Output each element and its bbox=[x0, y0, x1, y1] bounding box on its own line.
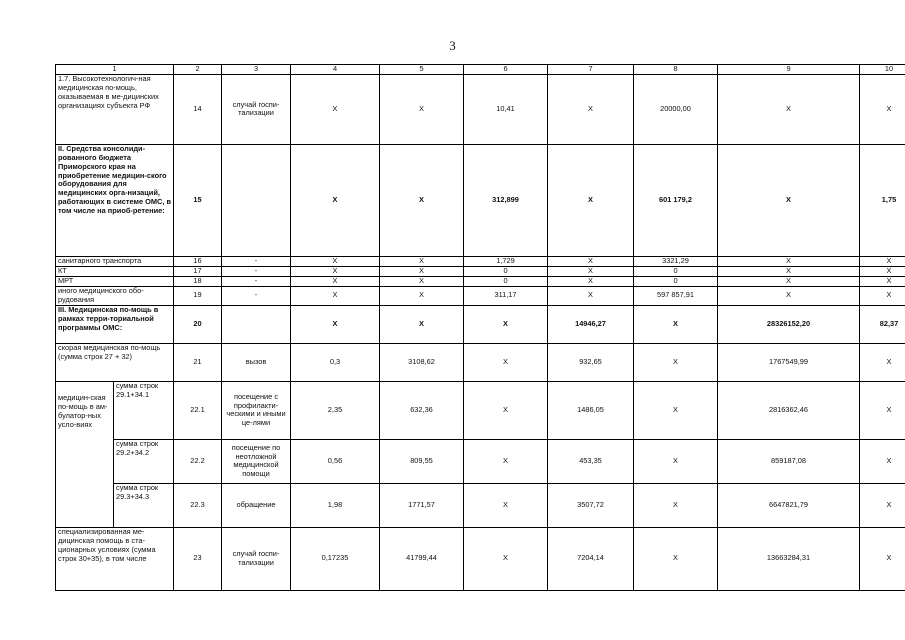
page-number: 3 bbox=[449, 38, 456, 53]
cell-col9: 28326152,20 bbox=[718, 305, 860, 343]
table-row-16 bbox=[56, 256, 905, 266]
cell-col4: 0,56 bbox=[291, 439, 380, 483]
row-sublabel: сумма строк 29.3+34.3 bbox=[114, 483, 174, 527]
cell-col6: X bbox=[464, 343, 548, 381]
cell-col9: 6647821,79 bbox=[718, 483, 860, 527]
cell-col5: 1771,57 bbox=[380, 483, 464, 527]
cell-col5: X bbox=[380, 266, 464, 276]
cell-col4: X bbox=[291, 256, 380, 266]
cell-col5: X bbox=[380, 74, 464, 144]
cell-col9: 1767549,99 bbox=[718, 343, 860, 381]
cell-col5: X bbox=[380, 144, 464, 256]
cell-col5: 41799,44 bbox=[380, 527, 464, 590]
header-cell-3: 3 bbox=[222, 65, 291, 75]
cell-col4: 0,3 bbox=[291, 343, 380, 381]
header-cell-5: 5 bbox=[380, 65, 464, 75]
cell-col8: 0 bbox=[634, 276, 718, 286]
cell-col8: 601 179,2 bbox=[634, 144, 718, 256]
cell-col5: X bbox=[380, 305, 464, 343]
row-unit bbox=[222, 144, 291, 256]
cell-col9: X bbox=[718, 256, 860, 266]
cell-col10: X bbox=[860, 439, 905, 483]
row-number: 14 bbox=[174, 74, 222, 144]
row-unit: - bbox=[222, 266, 291, 276]
cell-col5: X bbox=[380, 276, 464, 286]
header-row bbox=[56, 65, 905, 75]
row-unit: вызов bbox=[222, 343, 291, 381]
row-sublabel: сумма строк 29.2+34.2 bbox=[114, 439, 174, 483]
row-number: 16 bbox=[174, 256, 222, 266]
cell-col5: 3108,62 bbox=[380, 343, 464, 381]
cell-col6: 0 bbox=[464, 266, 548, 276]
header-cell-4: 4 bbox=[291, 65, 380, 75]
cell-col10: X bbox=[860, 483, 905, 527]
data-table bbox=[55, 64, 905, 591]
cell-col10: 1,75 bbox=[860, 144, 905, 256]
ambulatory-group-label bbox=[56, 381, 114, 527]
cell-col8: 3321,29 bbox=[634, 256, 718, 266]
row-unit bbox=[222, 305, 291, 343]
row-label: иного медицинского обо-рудования bbox=[56, 286, 174, 305]
cell-col10: X bbox=[860, 276, 905, 286]
cell-col4: X bbox=[291, 144, 380, 256]
table-row-17 bbox=[56, 266, 905, 276]
row-unit: - bbox=[222, 276, 291, 286]
table-row-21 bbox=[56, 343, 905, 381]
cell-col10: X bbox=[860, 343, 905, 381]
cell-col7: X bbox=[548, 266, 634, 276]
cell-col9: X bbox=[718, 74, 860, 144]
table-row-14 bbox=[56, 74, 905, 144]
cell-col9: X bbox=[718, 266, 860, 276]
cell-col4: X bbox=[291, 266, 380, 276]
cell-col4: X bbox=[291, 286, 380, 305]
cell-col7: 7204,14 bbox=[548, 527, 634, 590]
cell-col8: 0 bbox=[634, 266, 718, 276]
row-number: 22.3 bbox=[174, 483, 222, 527]
cell-col4: 2,35 bbox=[291, 381, 380, 439]
cell-col7: X bbox=[548, 286, 634, 305]
cell-col6: X bbox=[464, 439, 548, 483]
table-row-15 bbox=[56, 144, 905, 256]
row-unit: случай госпи-тализации bbox=[222, 527, 291, 590]
cell-col6: X bbox=[464, 483, 548, 527]
table-row-22-1 bbox=[56, 381, 905, 439]
cell-col7: 932,65 bbox=[548, 343, 634, 381]
cell-col10: X bbox=[860, 74, 905, 144]
cell-col8: X bbox=[634, 483, 718, 527]
cell-col8: X bbox=[634, 527, 718, 590]
row-unit: - bbox=[222, 286, 291, 305]
cell-col4: X bbox=[291, 276, 380, 286]
cell-col6: X bbox=[464, 305, 548, 343]
header-cell-9: 9 bbox=[718, 65, 860, 75]
cell-col4: 1,98 bbox=[291, 483, 380, 527]
cell-col4: X bbox=[291, 74, 380, 144]
cell-col9: 13663284,31 bbox=[718, 527, 860, 590]
cell-col9: X bbox=[718, 286, 860, 305]
cell-col6: 1,729 bbox=[464, 256, 548, 266]
cell-col6: 0 bbox=[464, 276, 548, 286]
cell-col6: X bbox=[464, 381, 548, 439]
cell-col9: 859187,08 bbox=[718, 439, 860, 483]
cell-col7: X bbox=[548, 144, 634, 256]
header-cell-10: 10 bbox=[860, 65, 905, 75]
row-unit: - bbox=[222, 256, 291, 266]
cell-col10: X bbox=[860, 381, 905, 439]
row-number: 19 bbox=[174, 286, 222, 305]
cell-col6: 312,899 bbox=[464, 144, 548, 256]
row-number: 15 bbox=[174, 144, 222, 256]
cell-col8: 20000,00 bbox=[634, 74, 718, 144]
row-unit: случай госпи-тализации bbox=[222, 74, 291, 144]
table-row-23 bbox=[56, 527, 905, 590]
cell-col7: X bbox=[548, 276, 634, 286]
cell-col9: 2816362,46 bbox=[718, 381, 860, 439]
cell-col4: X bbox=[291, 305, 380, 343]
cell-col6: 311,17 bbox=[464, 286, 548, 305]
row-label: санитарного транспорта bbox=[56, 256, 174, 266]
cell-col8: 597 857,91 bbox=[634, 286, 718, 305]
row-label: III. Медицинская по-мощь в рамках терри-ториальной программы ОМС: bbox=[56, 305, 174, 343]
cell-col8: X bbox=[634, 305, 718, 343]
cell-col5: 632,36 bbox=[380, 381, 464, 439]
cell-col10: 82,37 bbox=[860, 305, 905, 343]
cell-col10: X bbox=[860, 527, 905, 590]
row-number: 20 bbox=[174, 305, 222, 343]
cell-col10: X bbox=[860, 256, 905, 266]
cell-col7: 453,35 bbox=[548, 439, 634, 483]
cell-col7: 3507,72 bbox=[548, 483, 634, 527]
row-number: 22.1 bbox=[174, 381, 222, 439]
cell-col10: X bbox=[860, 266, 905, 276]
row-unit: посещение с профилакти-ческими и иными це-лями bbox=[222, 381, 291, 439]
table-row-20 bbox=[56, 305, 905, 343]
row-label: МРТ bbox=[56, 276, 174, 286]
row-label: II. Средства консолиди-рованного бюджета Приморского края на приобретение медицин-ского оборудования для медицинских орга-низаций, работающих в системе ОМС, в том числе на приоб-ретение: bbox=[56, 144, 174, 256]
cell-col7: 14946,27 bbox=[548, 305, 634, 343]
table-row-18 bbox=[56, 276, 905, 286]
row-number: 17 bbox=[174, 266, 222, 276]
row-sublabel: сумма строк 29.1+34.1 bbox=[114, 381, 174, 439]
row-number: 23 bbox=[174, 527, 222, 590]
cell-col6: 10,41 bbox=[464, 74, 548, 144]
row-unit: посещение по неотложной медицинской помощи bbox=[222, 439, 291, 483]
table-row-22-3 bbox=[56, 483, 905, 527]
row-number: 22.2 bbox=[174, 439, 222, 483]
table-row-19 bbox=[56, 286, 905, 305]
cell-col5: X bbox=[380, 286, 464, 305]
cell-col8: X bbox=[634, 381, 718, 439]
cell-col8: X bbox=[634, 343, 718, 381]
row-label: КТ bbox=[56, 266, 174, 276]
cell-col5: 809,55 bbox=[380, 439, 464, 483]
header-cell-6: 6 bbox=[464, 65, 548, 75]
row-label: специализированная ме-дицинская помощь в ста-ционарных условиях (сумма строк 30+35), в том числе bbox=[56, 527, 174, 590]
cell-col8: X bbox=[634, 439, 718, 483]
cell-col4: 0,17235 bbox=[291, 527, 380, 590]
row-unit: обращение bbox=[222, 483, 291, 527]
row-number: 18 bbox=[174, 276, 222, 286]
header-cell-2: 2 bbox=[174, 65, 222, 75]
cell-col9: X bbox=[718, 144, 860, 256]
cell-col6: X bbox=[464, 527, 548, 590]
cell-col10: X bbox=[860, 286, 905, 305]
row-number: 21 bbox=[174, 343, 222, 381]
header-cell-8: 8 bbox=[634, 65, 718, 75]
row-label: 1.7. Высокотехнологич-ная медицинская по-мощь, оказываемая в ме-дицинских организациях субъекта РФ bbox=[56, 74, 174, 144]
cell-col9: X bbox=[718, 276, 860, 286]
cell-col5: X bbox=[380, 256, 464, 266]
cell-col7: X bbox=[548, 74, 634, 144]
ambulatory-group-text: медицин-ская по-мощь в ам-булатор-ных усло-виях bbox=[58, 392, 108, 429]
cell-col7: X bbox=[548, 256, 634, 266]
header-cell-7: 7 bbox=[548, 65, 634, 75]
cell-col7: 1486,05 bbox=[548, 381, 634, 439]
table-row-22-2 bbox=[56, 439, 905, 483]
header-cell-1: 1 bbox=[56, 65, 174, 75]
row-label: скорая медицинская по-мощь (сумма строк 27 + 32) bbox=[56, 343, 174, 381]
